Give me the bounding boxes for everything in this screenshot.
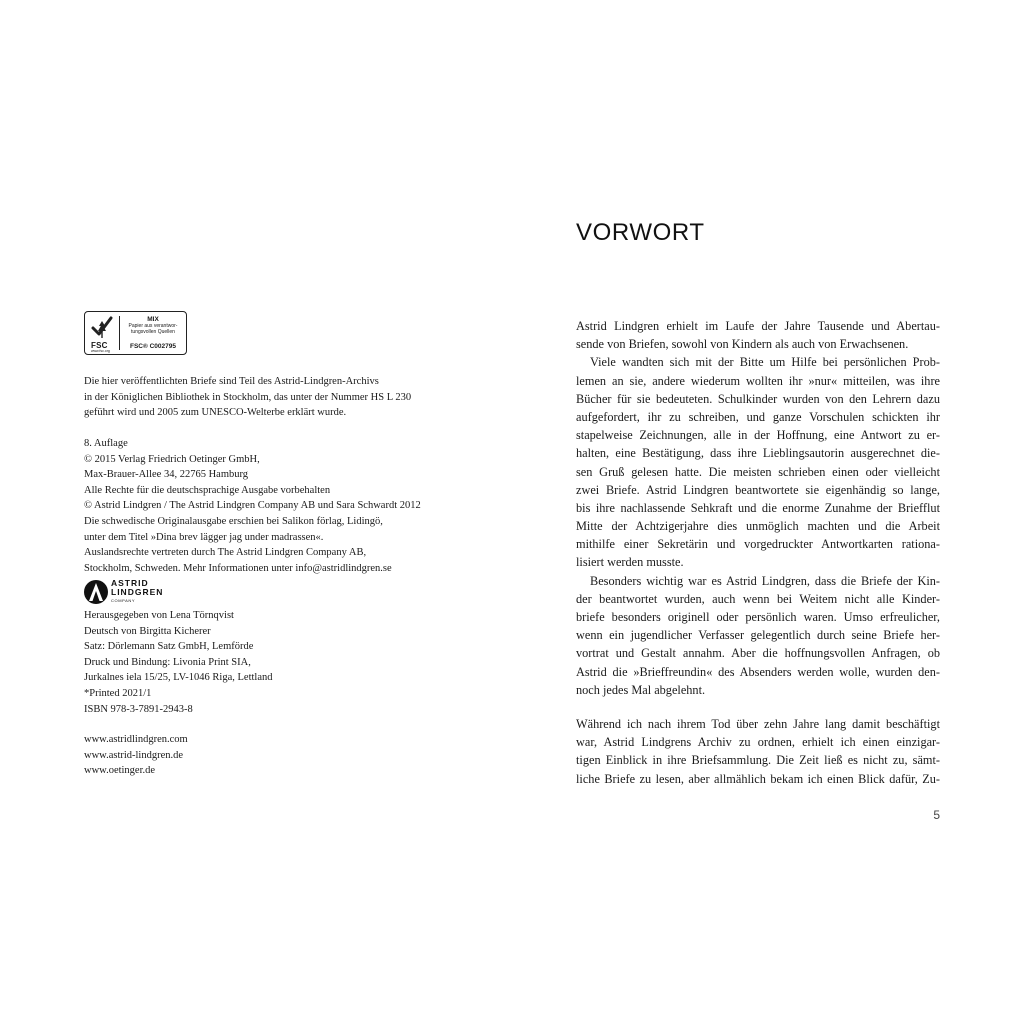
body-line: Mitte der Achtzigerjahre dies unmöglich machten und die Arbeit [576,519,940,534]
imprint-line: Stockholm, Schweden. Mehr Informationen unter info@astridlindgren.se [84,562,392,574]
imprint-web-link: www.astridlindgren.com [84,734,188,745]
logo-word: COMPANY [111,598,136,603]
imprint-line: Druck und Bindung: Livonia Print SIA, [84,656,251,668]
body-line: Viele wandten sich mit der Bitte um Hilfe bei persönlichen Prob- [590,355,940,370]
body-line: tigen Einblick in ihre Briefsammlung. Die Zeit ließ es nicht zu, sämt- [576,753,940,768]
body-text [576,317,940,788]
fsc-logo [84,311,187,355]
body-line: war, Astrid Lindgrens Archiv zu ordnen, erhielt ich einen einzigar- [576,735,940,750]
imprint-web-links [84,732,524,779]
imprint-line: ISBN 978-3-7891-2943-8 [84,703,193,715]
fsc-desc-line: Papier aus verantwor- [128,323,178,329]
body-line: zwei Briefe. Astrid Lindgren beantwortete sie eigenhändig so lange, [576,482,940,497]
page-number: 5 [933,808,940,822]
imprint-line: geführt wird und 2005 zum UNESCO-Welterbe erklärt wurde. [84,407,347,419]
fsc-tree-check-icon [89,314,115,342]
body-line: aufgefordert, ihr zu schreiben, und ganze Vorschulen schickten ihr [576,409,940,424]
imprint-line: *Printed 2021/1 [84,687,152,699]
logo-word: LINDGREN [111,587,164,597]
imprint-line: Herausgegeben von Lena Törnqvist [84,610,234,621]
body-line: lemen an sie, andere wiederum wollten ihr »nur« mitteilen, was ihre [576,373,940,388]
imprint-line: Die schwedische Originalausgabe erschien bei Salikon förlag, Lidingö, [84,515,383,527]
fsc-mix-label: MIX [147,316,159,323]
imprint-line: Satz: Dörlemann Satz GmbH, Lemförde [84,641,254,653]
fsc-url: www.fsc.org [91,349,110,353]
body-line: sende von Briefen, sowohl von Kindern als auch von Erwachsenen. [576,337,909,352]
body-line: stapelweise Zeichnungen, alle in der Hoffnung, eine Antwort zu er- [576,428,940,443]
body-line: vortrat und Gestalt annahm. Aber die hoffnungsvollen Anfragen, ob [576,646,940,661]
body-line: Während ich nach ihrem Tod über zehn Jahre lang damit beschäftigt [576,716,940,731]
imprint-line: Max-Brauer-Allee 34, 22765 Hamburg [84,469,249,481]
body-line: Astrid die »Brieffreundin« des Absenders werden wolle, wurden den- [576,664,940,679]
fsc-letters: FSC [91,341,108,350]
body-line: liche Briefe zu lesen, aber allmählich bekam ich einen Blick dafür, Zu- [576,771,940,786]
body-line: mithilfe einer Sekretärin und vorgedruckter Antwortkarten rationa- [576,537,940,552]
body-line: sen Gruß gelesen hatte. Die meisten schrieben einen oder vielleicht [576,464,940,479]
imprint-line: © 2015 Verlag Friedrich Oetinger GmbH, [84,453,260,465]
chapter-title: VORWORT [576,219,705,246]
imprint-publisher-block [84,436,524,576]
body-line: noch jedes Mal abgelehnt. [576,682,706,697]
fsc-license-code: FSC® C002795 [130,343,176,350]
imprint-line: in der Königlichen Bibliothek in Stockholm, das unter der Nummer HS L 230 [84,391,412,403]
body-line: Astrid Lindgren erhielt im Laufe der Jahre Tausende und Abertau- [576,319,940,333]
imprint-line: Jurkalnes iela 15/25, LV-1046 Riga, Lettland [84,672,273,684]
fsc-desc-line: tungsvollen Quellen [131,328,175,335]
imprint-web-link: www.astrid-lindgren.de [84,749,184,761]
body-line: der beantwortet wurden, auch wenn bei Weitem nicht alle Kinder- [576,591,940,606]
imprint-web-link: www.oetinger.de [84,765,156,777]
body-line: Besonders wichtig war es Astrid Lindgren, dass die Briefe der Kin- [590,573,940,588]
body-line: halten, eine Bestätigung, dass ihre Lieblingsautorin ausgerechnet die- [576,446,940,461]
section-gap [576,699,940,715]
body-line: Bücher für sie bedeuteten. Schulkinder wurden von den Lehrern dazu [576,391,940,406]
logo-word: ASTRID [111,578,149,588]
imprint-line: 8. Auflage [84,438,128,449]
imprint-credits-block [84,608,524,717]
body-line: lisiert werden musste. [576,555,684,570]
body-line: wenn ein jugendlicher Verfasser gelegentlich durch seine Briefe her- [576,628,940,643]
imprint-archive-note [84,374,524,421]
imprint-line: © Astrid Lindgren / The Astrid Lindgren Company AB und Sara Schwardt 2012 [84,500,421,512]
body-line: bis ihre nachlassende Sehkraft und die enorme Zunahme der Briefflut [576,500,940,515]
fsc-description [121,324,185,335]
body-line: briefe besonders originell oder persönlich waren. Umso erfreulicher, [576,610,940,624]
imprint-line: Die hier veröffentlichten Briefe sind Teil des Astrid-Lindgren-Archivs [84,376,379,387]
astrid-lindgren-company-logo [84,578,204,606]
imprint-line: Auslandsrechte vertreten durch The Astrid Lindgren Company AB, [84,547,367,559]
astrid-lindgren-logo-icon [84,580,108,604]
imprint-line: unter dem Titel »Dina brev lägger jag under madrassen«. [84,531,324,543]
imprint-line: Alle Rechte für die deutschsprachige Ausgabe vorbehalten [84,484,331,496]
fsc-divider [119,316,120,350]
imprint-line: Deutsch von Birgitta Kicherer [84,625,211,637]
